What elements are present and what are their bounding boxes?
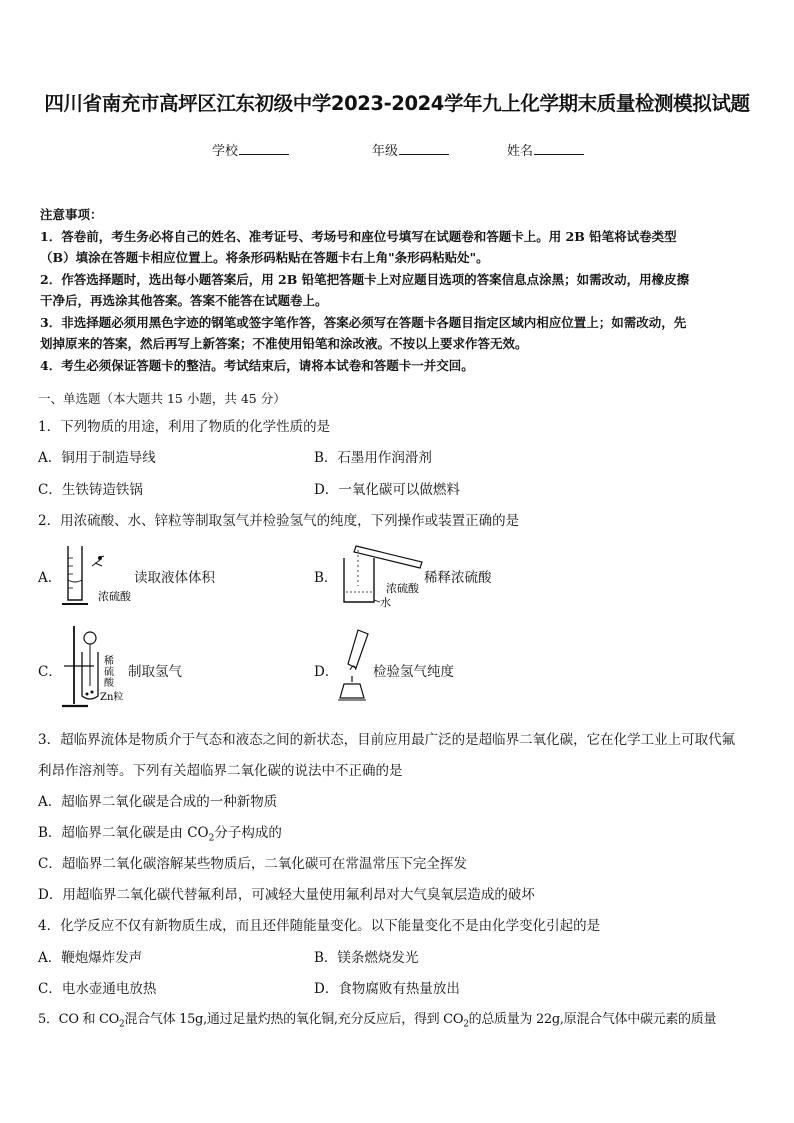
q3-option-c[interactable]: C．超临界二氧化碳溶解某些物质后，二氧化碳可在常温常压下完全挥发: [38, 856, 467, 872]
notice-line: 3．非选择题必须用黑色字迹的钢笔或签字笔作答，答案必须写在答题卡各题目指定区域内相应位置上；如需改动，先: [40, 314, 687, 330]
subscript: 2: [119, 1019, 125, 1030]
notice-line: （B）填涂在答题卡相应位置上。将条形码粘贴在答题卡右上角"条形码粘贴处"。: [40, 250, 489, 265]
name-field: [507, 140, 584, 159]
q2-option-d-letter[interactable]: D．: [314, 664, 339, 680]
q2-option-a-text: 读取液体体积: [134, 570, 215, 586]
notice-line: 划掉原来的答案，然后再写上新答案；不准使用铅笔和涂改液。不按以上要求作答无效。: [40, 336, 528, 351]
q2-option-b-text: 稀释浓硫酸: [424, 570, 492, 586]
fig-label-dilute: 稀: [104, 656, 114, 667]
q1-option-b[interactable]: B．石墨用作润滑剂: [314, 450, 432, 466]
notice-line: 1．答卷前，考生务必将自己的姓名、准考证号、考场号和座位号填写在试题卷和答题卡上。用 2B 铅笔将试卷类型: [40, 228, 677, 244]
grade-field: [372, 140, 449, 159]
q3-option-b-text: B．超临界二氧化碳是由 CO: [38, 825, 209, 841]
grade-blank[interactable]: [399, 142, 449, 155]
q2-option-d-text: 检验氢气纯度: [373, 664, 454, 680]
beaker-dilution-figure: [336, 540, 436, 610]
q2-option-a-letter[interactable]: A．: [38, 570, 62, 586]
q3-option-b-text-end: 分子构成的: [214, 825, 282, 841]
fig-label-sulfur: 硫: [104, 667, 114, 678]
q2-option-c-letter[interactable]: C．: [38, 664, 62, 680]
q4-option-a[interactable]: A．鞭炮爆炸发声: [38, 950, 143, 966]
school-blank[interactable]: [239, 142, 289, 155]
q1-stem: 1．下列物质的用途，利用了物质的化学性质的是: [38, 419, 331, 435]
fig-label-conc-acid-b: 浓硫酸: [386, 582, 419, 595]
school-label: 学校: [212, 144, 239, 159]
q5-stem: [38, 1008, 716, 1030]
name-label: 姓名: [507, 144, 534, 159]
name-blank[interactable]: [534, 142, 584, 155]
q5-text: 5．CO 和 CO: [38, 1012, 120, 1027]
notice-heading: 注意事项：: [40, 207, 103, 222]
q1-option-a[interactable]: A．铜用于制造导线: [38, 450, 156, 466]
subscript: 2: [463, 1019, 469, 1030]
fig-label-zinc: Zn粒: [100, 692, 124, 703]
q5-text: 的总质量为 22g,原混合气体中碳元素的质量: [468, 1012, 717, 1027]
fig-label-acid: 酸: [104, 678, 114, 689]
graduated-cylinder-figure: [60, 544, 140, 608]
grade-label: 年级: [372, 144, 399, 159]
fig-label-water: 水: [380, 596, 391, 609]
q3-option-b[interactable]: [38, 821, 282, 844]
hydrogen-apparatus-figure: [60, 622, 130, 712]
page-title: 四川省南充市高坪区江东初级中学2023-2024学年九上化学期末质量检测模拟试题: [44, 92, 750, 115]
notice-line: 2．作答选择题时，选出每小题答案后，用 2B 铅笔把答题卡上对应题目选项的答案信息点涂黑；如需改动，用橡皮擦: [40, 271, 690, 287]
school-field: [212, 140, 289, 159]
notice-block: [40, 204, 689, 376]
q1-option-c[interactable]: C．生铁铸造铁锅: [38, 482, 143, 498]
subscript: 2: [208, 833, 215, 844]
q3-stem-line1: 3．超临界流体是物质介于气态和液态之间的新状态，目前应用最广泛的是超临界二氧化碳，它在化学工业上可取代氟: [38, 732, 736, 748]
alcohol-lamp-test-figure: [336, 628, 376, 708]
q4-option-b[interactable]: B．镁条燃烧发光: [314, 950, 419, 966]
q5-text: 混合气体 15g,通过足量灼热的氧化铜,充分反应后，得到 CO: [124, 1012, 464, 1027]
q4-option-d[interactable]: D．食物腐败有热量放出: [314, 981, 460, 997]
notice-line: 4．考生必须保证答题卡的整洁。考试结束后，请将本试卷和答题卡一并交回。: [40, 357, 474, 373]
section-title: 一、单选题（本大题共 15 小题，共 45 分）: [38, 391, 286, 406]
q2-option-b-letter[interactable]: B．: [314, 570, 338, 586]
q4-stem: 4．化学反应不仅有新物质生成，而且还伴随能量变化。以下能量变化不是由化学变化引起的是: [38, 918, 601, 934]
notice-line: 干净后，再选涂其他答案。答案不能答在试题卷上。: [40, 293, 328, 308]
q3-option-a[interactable]: A．超临界二氧化碳是合成的一种新物质: [38, 794, 278, 810]
q2-stem: 2．用浓硫酸、水、锌粒等制取氢气并检验氢气的纯度，下列操作或装置正确的是: [38, 513, 520, 529]
q3-option-d[interactable]: D．用超临界二氧化碳代替氟利昂，可减轻大量使用氟利昂对大气臭氧层造成的破坏: [38, 887, 535, 903]
q2-option-c-text: 制取氢气: [128, 664, 182, 680]
fig-label-conc-acid: 浓硫酸: [98, 590, 131, 603]
q1-option-d[interactable]: D．一氧化碳可以做燃料: [314, 482, 460, 498]
q4-option-c[interactable]: C．电水壶通电放热: [38, 981, 157, 997]
q3-stem-line2: 利昂作溶剂等。下列有关超临界二氧化碳的说法中不正确的是: [38, 763, 403, 779]
